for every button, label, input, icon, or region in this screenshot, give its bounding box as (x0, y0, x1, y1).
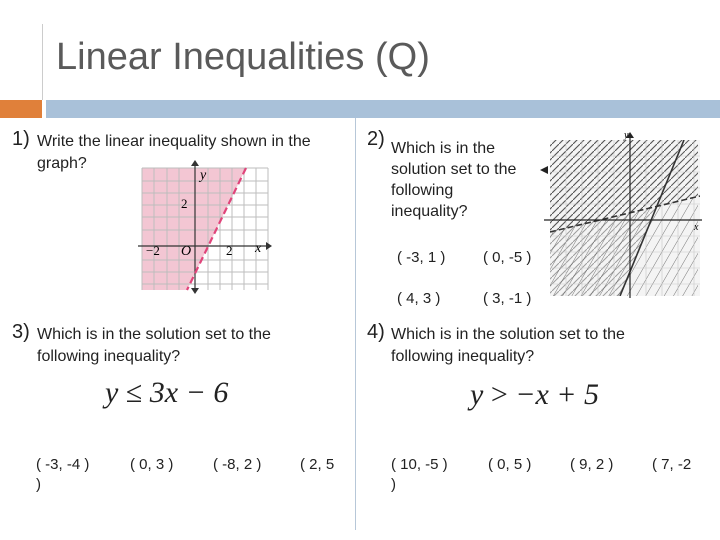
q3-choice-d[interactable]: ( 2, 5 (300, 456, 335, 473)
q2-choice-c[interactable]: ( 4, 3 ) (397, 290, 441, 307)
q1-graph (138, 160, 272, 295)
q2-text-line2: solution set to the (391, 161, 517, 178)
q1-x-arrow (266, 242, 272, 250)
q3-choice-a-wrap: ) (36, 476, 41, 493)
q4-inequality-rhs: −x + 5 (515, 378, 600, 411)
q2-y-label: y (624, 130, 629, 141)
q3-inequality-lhs: y (105, 376, 119, 409)
q3-choice-c[interactable]: ( -8, 2 ) (213, 456, 262, 473)
q4-choice-b[interactable]: ( 0, 5 ) (488, 456, 532, 473)
q1-number: 1) (12, 128, 30, 150)
q3-number: 3) (12, 321, 30, 343)
q4-inequality (470, 378, 599, 412)
q4-number: 4) (367, 321, 385, 343)
q4-choice-a-wrap: ) (391, 476, 396, 493)
q4-choice-a[interactable]: ( 10, -5 ) (391, 456, 448, 473)
q2-line-arrow (540, 166, 548, 174)
q3-choice-a[interactable]: ( -3, -4 ) (36, 456, 90, 473)
q1-y-arrow-up (191, 160, 199, 166)
column-divider (355, 118, 356, 530)
q3-choice-b[interactable]: ( 0, 3 ) (130, 456, 174, 473)
title-rule (42, 24, 43, 100)
q1-y-arrow-down (191, 288, 199, 294)
accent-bar (0, 100, 42, 118)
q1-x-label: x (255, 241, 262, 256)
q2-number: 2) (367, 128, 385, 150)
q4-choice-d[interactable]: ( 7, -2 (652, 456, 692, 473)
q4-choice-c[interactable]: ( 9, 2 ) (570, 456, 614, 473)
q3-text-line1: Which is in the solution set to the (37, 326, 271, 343)
q2-choice-d[interactable]: ( 3, -1 ) (483, 290, 532, 307)
q1-y-label: y (200, 168, 207, 183)
q1-tick-x-pos: 2 (226, 243, 233, 258)
q3-inequality (105, 376, 228, 410)
q2-text-line3: following (391, 182, 454, 199)
q1-text-line2: graph? (37, 155, 87, 172)
q2-graph (538, 130, 706, 302)
page-title: Linear Inequalities (Q) (56, 36, 430, 78)
q4-text-line1: Which is in the solution set to the (391, 326, 625, 343)
q4-text-line2: following inequality? (391, 348, 535, 365)
q3-inequality-op: ≤ (125, 376, 143, 409)
q3-text-line2: following inequality? (37, 348, 181, 365)
q4-inequality-op: > (490, 378, 508, 411)
q2-choice-b[interactable]: ( 0, -5 ) (483, 249, 532, 266)
q2-text-line4: inequality? (391, 203, 468, 220)
q1-text-line1: Write the linear inequality shown in the (37, 133, 311, 150)
q2-choice-a[interactable]: ( -3, 1 ) (397, 249, 446, 266)
q1-origin-label: O (181, 244, 192, 259)
q1-tick-x-neg: −2 (146, 243, 160, 258)
q2-x-label: x (694, 222, 699, 233)
q1-tick-y: 2 (181, 196, 188, 211)
q4-inequality-lhs: y (470, 378, 484, 411)
q3-inequality-rhs: 3x − 6 (149, 376, 229, 409)
q2-text-line1: Which is in the (391, 140, 496, 157)
header-bar (46, 100, 720, 118)
